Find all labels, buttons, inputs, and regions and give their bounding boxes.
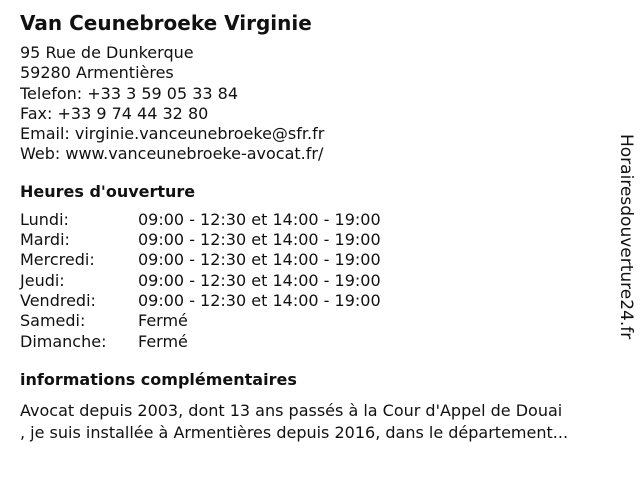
additional-info-line: , je suis installée à Armentières depuis 2016, dans le département...	[20, 422, 569, 442]
additional-info-line: Avocat depuis 2003, dont 13 ans passés à la Cour d'Appel de Douai	[20, 400, 563, 420]
hours-day-label: Mercredi:	[20, 250, 95, 270]
hours-day-label: Lundi:	[20, 209, 69, 229]
phone-number: Telefon: +33 3 59 05 33 84	[20, 83, 239, 103]
hours-row-friday	[20, 291, 610, 311]
hours-day-label: Samedi:	[20, 311, 86, 331]
address-city: 59280 Armentières	[20, 63, 174, 83]
hours-time-value: 09:00 - 12:30 et 14:00 - 19:00	[138, 230, 381, 250]
site-watermark-text: Horairesdouverture24.fr	[616, 134, 636, 340]
hours-day-label: Vendredi:	[20, 290, 96, 310]
hours-time-value: 09:00 - 12:30 et 14:00 - 19:00	[138, 290, 381, 310]
hours-day-label: Jeudi:	[20, 270, 65, 290]
address-street: 95 Rue de Dunkerque	[20, 43, 194, 62]
hours-time-value: 09:00 - 12:30 et 14:00 - 19:00	[138, 209, 381, 229]
hours-time-value: Fermé	[138, 331, 188, 351]
opening-hours-list	[20, 210, 610, 352]
email-address: Email: virginie.vanceunebroeke@sfr.fr	[20, 124, 325, 144]
hours-row-sunday	[20, 332, 610, 352]
hours-day-label: Dimanche:	[20, 331, 107, 351]
business-name: Van Ceunebroeke Virginie	[20, 11, 312, 35]
hours-time-value: 09:00 - 12:30 et 14:00 - 19:00	[138, 250, 381, 270]
hours-day-label: Mardi:	[20, 230, 70, 250]
website-address: Web: www.vanceunebroeke-avocat.fr/	[20, 144, 324, 164]
hours-time-value: Fermé	[138, 311, 188, 331]
additional-info-heading: informations complémentaires	[20, 369, 297, 389]
hours-row-saturday	[20, 311, 610, 331]
business-card	[20, 9, 610, 444]
hours-row-monday	[20, 210, 610, 230]
hours-row-tuesday	[20, 230, 610, 250]
hours-time-value: 09:00 - 12:30 et 14:00 - 19:00	[138, 270, 381, 290]
opening-hours-heading: Heures d'ouverture	[20, 181, 196, 201]
hours-row-thursday	[20, 271, 610, 291]
fax-number: Fax: +33 9 74 44 32 80	[20, 103, 209, 123]
contact-block	[20, 43, 610, 165]
hours-row-wednesday	[20, 250, 610, 270]
additional-info-text	[20, 400, 610, 444]
